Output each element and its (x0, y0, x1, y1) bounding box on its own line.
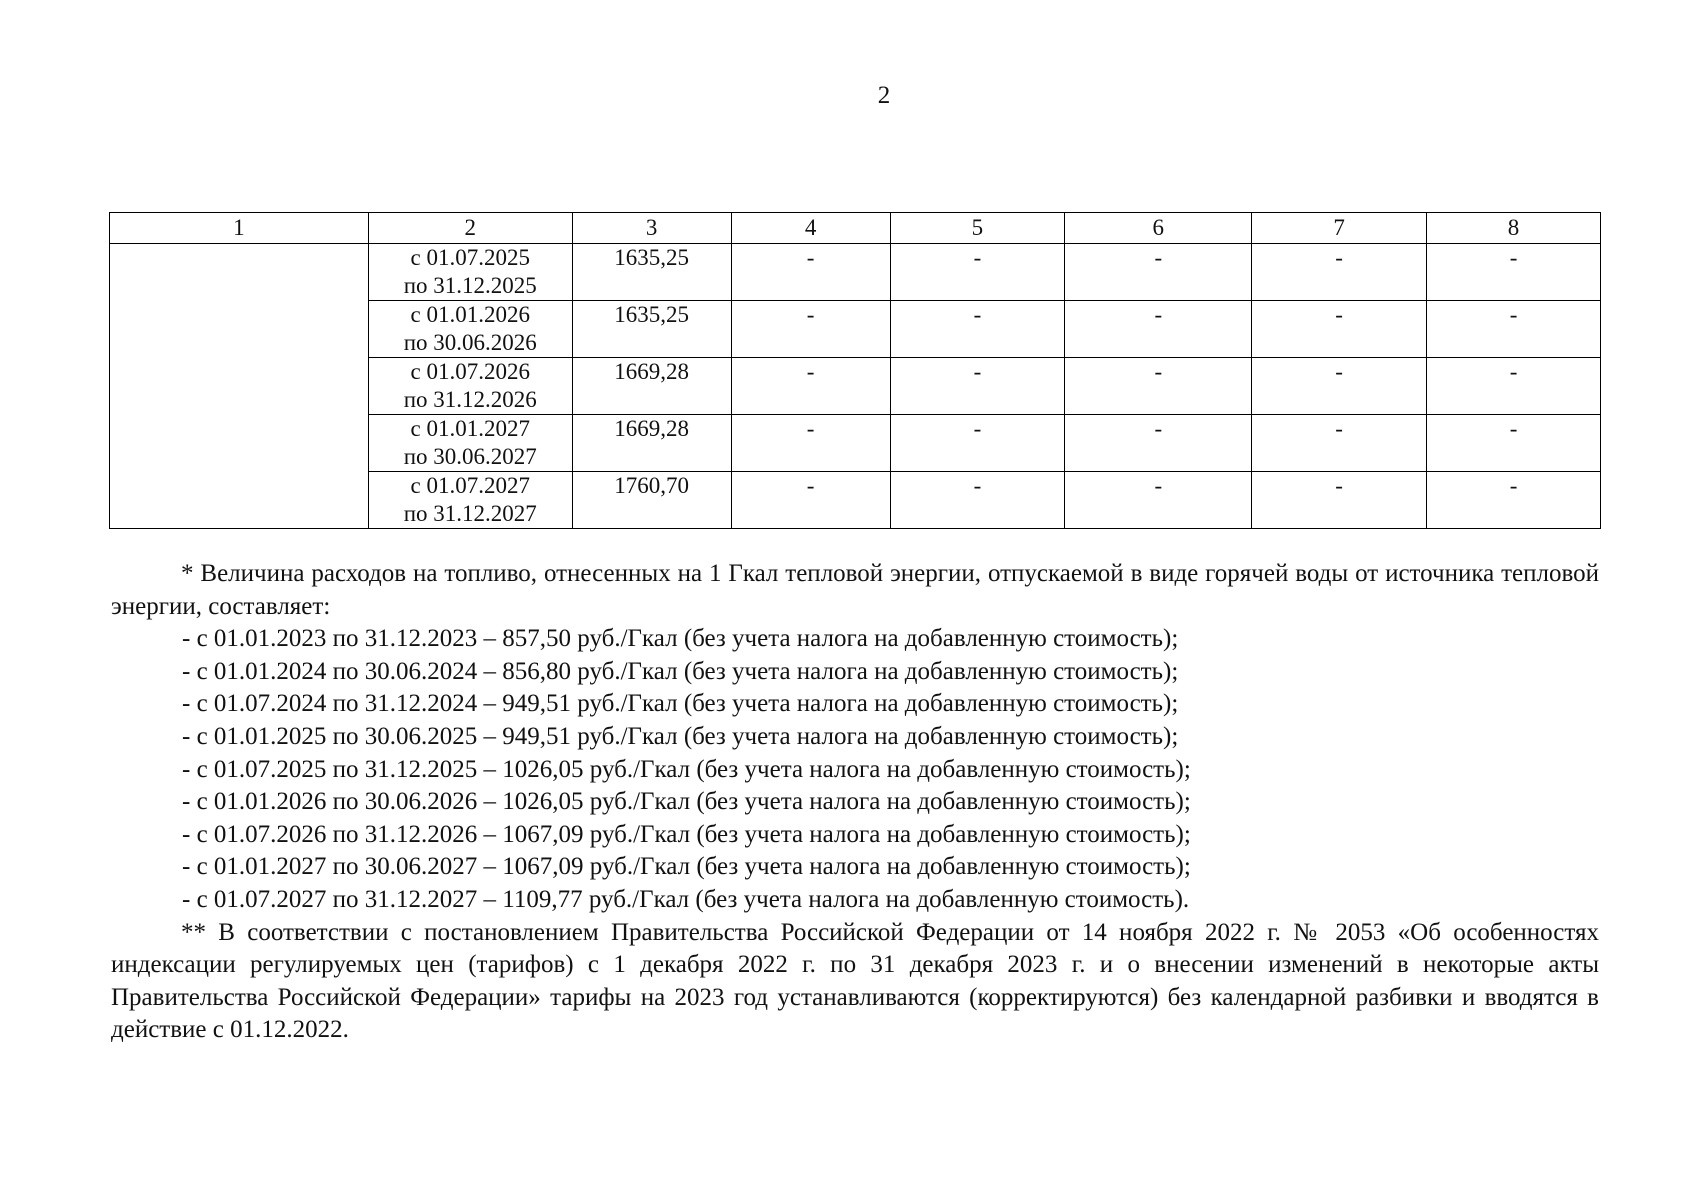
column-header: 7 (1252, 213, 1427, 244)
fuel-cost-item: - с 01.01.2027 по 30.06.2027 – 1067,09 руб./Гкал (без учета налога на добавленную стоимость); (182, 853, 1191, 881)
column-header: 6 (1065, 213, 1252, 244)
table-cell: - (1427, 472, 1601, 529)
table-cell: - (731, 244, 890, 301)
fuel-cost-item: - с 01.07.2027 по 31.12.2027 – 1109,77 руб./Гкал (без учета налога на добавленную стоимость). (182, 885, 1190, 913)
column-header: 3 (572, 213, 731, 244)
page-number: 2 (877, 82, 891, 109)
table-cell: - (1427, 301, 1601, 358)
fuel-cost-item: - с 01.07.2026 по 31.12.2026 – 1067,09 руб./Гкал (без учета налога на добавленную стоимость); (182, 820, 1191, 848)
footnotes (111, 558, 1599, 1047)
fuel-cost-item: - с 01.01.2026 по 30.06.2026 – 1026,05 руб./Гкал (без учета налога на добавленную стоимость); (182, 788, 1191, 816)
table-cell: - (890, 301, 1065, 358)
fuel-cost-item: - с 01.01.2024 по 30.06.2024 – 856,80 руб./Гкал (без учета налога на добавленную стоимость); (182, 657, 1179, 685)
column-header: 4 (731, 213, 890, 244)
period-cell (368, 244, 572, 301)
table-cell: - (731, 415, 890, 472)
period-to: по 31.12.2026 (403, 387, 537, 412)
table-cell: - (890, 415, 1065, 472)
period-from: с 01.07.2027 (410, 473, 530, 498)
table-cell: - (890, 244, 1065, 301)
column-header: 5 (890, 213, 1065, 244)
decree-note: ** В соответствии с постановлением Правительства Российской Федерации от 14 ноября 2022 г. № 2053 «Об особенностях индексации регулируемых цен (тарифов) с 1 декабря 2022 г. по 31 декабря 2023 г. и о внесении изменений в некоторые акты Правительства Российской Федерации» тарифы на 2023 год устанавливаются (корректируются) без календарной разбивки и вводятся в действие с 01.12.2022. (111, 918, 1599, 1044)
tariff-table (109, 212, 1601, 529)
table-cell: - (1252, 472, 1427, 529)
period-to: по 31.12.2027 (403, 501, 537, 526)
column-header: 2 (368, 213, 572, 244)
tariff-value-cell: 1635,25 (572, 244, 731, 301)
column-header: 8 (1427, 213, 1601, 244)
period-cell (368, 472, 572, 529)
table-cell: - (1065, 244, 1252, 301)
period-to: по 30.06.2026 (403, 330, 537, 355)
table-cell: - (731, 301, 890, 358)
column-header: 1 (110, 213, 369, 244)
table-cell: - (1427, 244, 1601, 301)
table-cell: - (731, 358, 890, 415)
table-cell: - (731, 472, 890, 529)
period-from: с 01.01.2027 (410, 416, 530, 441)
table-cell: - (890, 472, 1065, 529)
table-cell: - (1252, 415, 1427, 472)
table-cell: - (1065, 415, 1252, 472)
period-cell (368, 301, 572, 358)
tariff-value-cell: 1669,28 (572, 415, 731, 472)
tariff-value-cell: 1760,70 (572, 472, 731, 529)
table-cell: - (1065, 472, 1252, 529)
fuel-cost-item: - с 01.07.2024 по 31.12.2024 – 949,51 руб./Гкал (без учета налога на добавленную стоимость); (182, 690, 1179, 718)
table-cell: - (1427, 358, 1601, 415)
period-to: по 31.12.2025 (403, 273, 537, 298)
table-cell: - (1252, 301, 1427, 358)
table-cell: - (1252, 358, 1427, 415)
fuel-cost-note: * Величина расходов на топливо, отнесенных на 1 Гкал тепловой энергии, отпускаемой в виде горячей воды от источника тепловой энергии, составляет: (111, 560, 1599, 620)
period-cell (368, 415, 572, 472)
period-from: с 01.07.2025 (410, 245, 530, 270)
period-cell (368, 358, 572, 415)
fuel-cost-item: - с 01.07.2025 по 31.12.2025 – 1026,05 руб./Гкал (без учета налога на добавленную стоимость); (182, 755, 1191, 783)
merged-empty-cell (110, 244, 369, 529)
table-cell: - (1252, 244, 1427, 301)
table-cell: - (1065, 358, 1252, 415)
table-row (110, 244, 1601, 301)
fuel-cost-item: - с 01.01.2023 по 31.12.2023 – 857,50 руб./Гкал (без учета налога на добавленную стоимость); (182, 625, 1179, 653)
table-header-row (110, 213, 1601, 244)
table-cell: - (890, 358, 1065, 415)
period-from: с 01.07.2026 (410, 359, 530, 384)
tariff-value-cell: 1635,25 (572, 301, 731, 358)
table-cell: - (1427, 415, 1601, 472)
period-to: по 30.06.2027 (403, 444, 537, 469)
fuel-cost-item: - с 01.01.2025 по 30.06.2025 – 949,51 руб./Гкал (без учета налога на добавленную стоимость); (182, 722, 1179, 750)
table-cell: - (1065, 301, 1252, 358)
period-from: с 01.01.2026 (410, 302, 530, 327)
tariff-value-cell: 1669,28 (572, 358, 731, 415)
